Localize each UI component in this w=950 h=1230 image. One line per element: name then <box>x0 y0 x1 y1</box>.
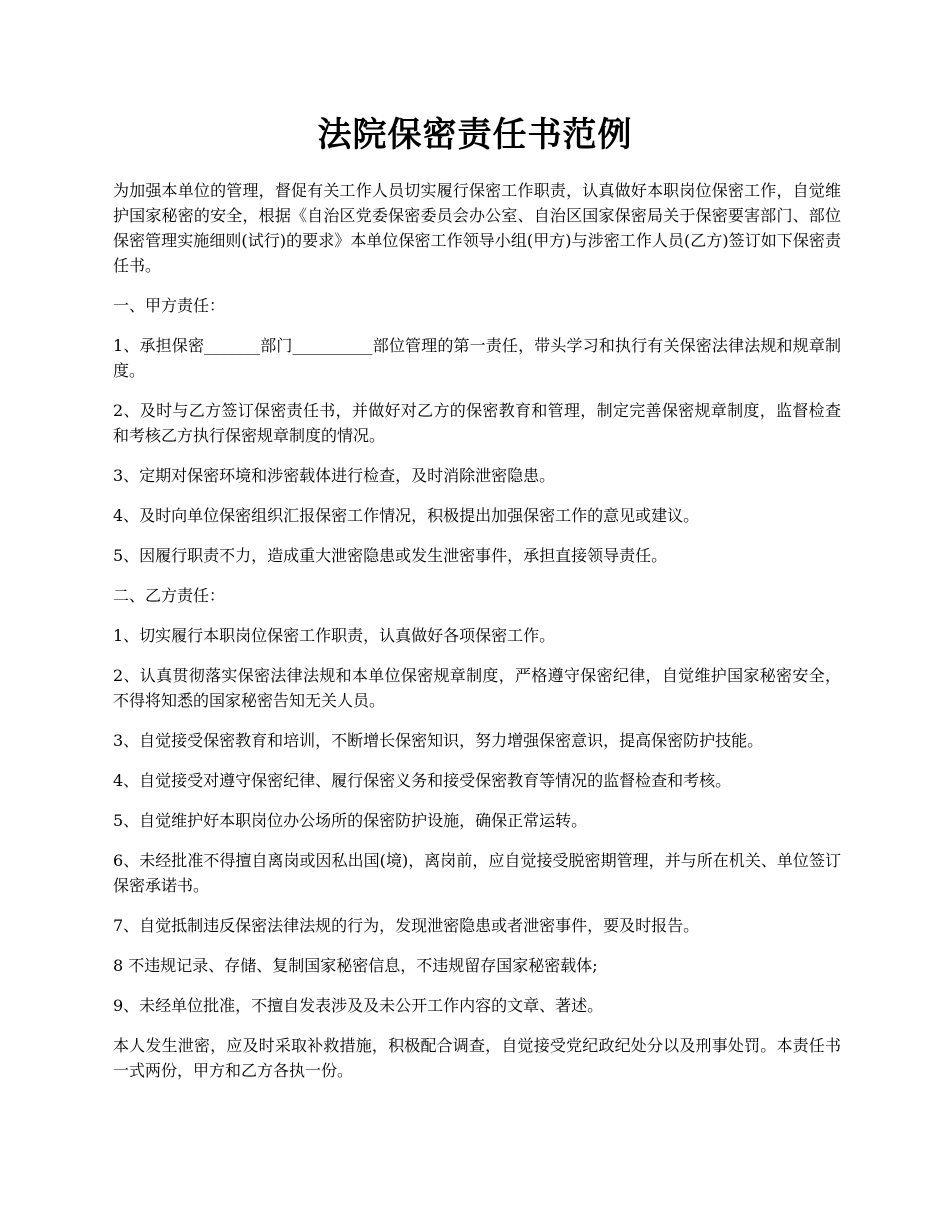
party-b-item: 5、自觉维护好本职岗位办公场所的保密防护设施，确保正常运转。 <box>113 811 588 830</box>
party-b-item: 4、自觉接受对遵守保密纪律、履行保密义务和接受保密教育等情况的监督检查和考核。 <box>113 771 732 790</box>
document-title: 法院保密责任书范例 <box>317 115 633 155</box>
party-b-item: 7、自觉抵制违反保密法律法规的行为，发现泄密隐患或者泄密事件，要及时报告。 <box>113 916 700 935</box>
party-b-item: 3、自觉接受保密教育和培训，不断增长保密知识，努力增强保密意识，提高保密防护技能。 <box>113 731 764 750</box>
party-a-item: 5、因履行职责不力，造成重大泄密隐患或发生泄密事件，承担直接领导责任。 <box>113 546 668 565</box>
intro-paragraph: 为加强本单位的管理，督促有关工作人员切实履行保密工作职责，认真做好本职岗位保密工作，自觉维护国家秘密的安全，根据《自治区党委保密委员会办公室、自治区国家保密局关于保密要害部门、部位保密管理实施细则(试行)的要求》本单位保密工作领导小组(甲方)与涉密工作人员(乙方)签订如下保密责任书。 <box>113 181 841 275</box>
party-b-heading: 二、乙方责任： <box>113 586 226 605</box>
party-a-item: 4、及时向单位保密组织汇报保密工作情况，积极提出加强保密工作的意见或建议。 <box>113 506 700 525</box>
party-b-item: 9、未经单位批准，不擅自发表涉及及未公开工作内容的文章、著述。 <box>113 996 604 1015</box>
party-a-item: 3、定期对保密环境和涉密载体进行检查，及时消除泄密隐患。 <box>113 466 556 485</box>
document-body <box>113 178 841 1098</box>
party-b-item: 1、切实履行本职岗位保密工作职责，认真做好各项保密工作。 <box>113 626 556 645</box>
party-b-item: 2、认真贯彻落实保密法律法规和本单位保密规章制度，严格遵守保密纪律，自觉维护国家秘密安全，不得将知悉的国家秘密告知无关人员。 <box>113 666 841 710</box>
closing-paragraph: 本人发生泄密，应及时采取补救措施，积极配合调查，自觉接受党纪政纪处分以及刑事处罚。本责任书一式两份，甲方和乙方各执一份。 <box>113 1036 841 1080</box>
party-a-item: 2、及时与乙方签订保密责任书，并做好对乙方的保密教育和管理，制定完善保密规章制度，监督检查和考核乙方执行保密规章制度的情况。 <box>113 401 841 445</box>
party-a-item: 1、承担保密_______部门__________部位管理的第一责任，带头学习和执行有关保密法律法规和规章制度。 <box>113 336 841 380</box>
party-b-item: 8 不违规记录、存储、复制国家秘密信息，不违规留存国家秘密载体; <box>113 956 598 975</box>
party-b-item: 6、未经批准不得擅自离岗或因私出国(境)，离岗前，应自觉接受脱密期管理，并与所在机关、单位签订保密承诺书。 <box>113 851 841 895</box>
party-a-heading: 一、甲方责任： <box>113 296 226 315</box>
